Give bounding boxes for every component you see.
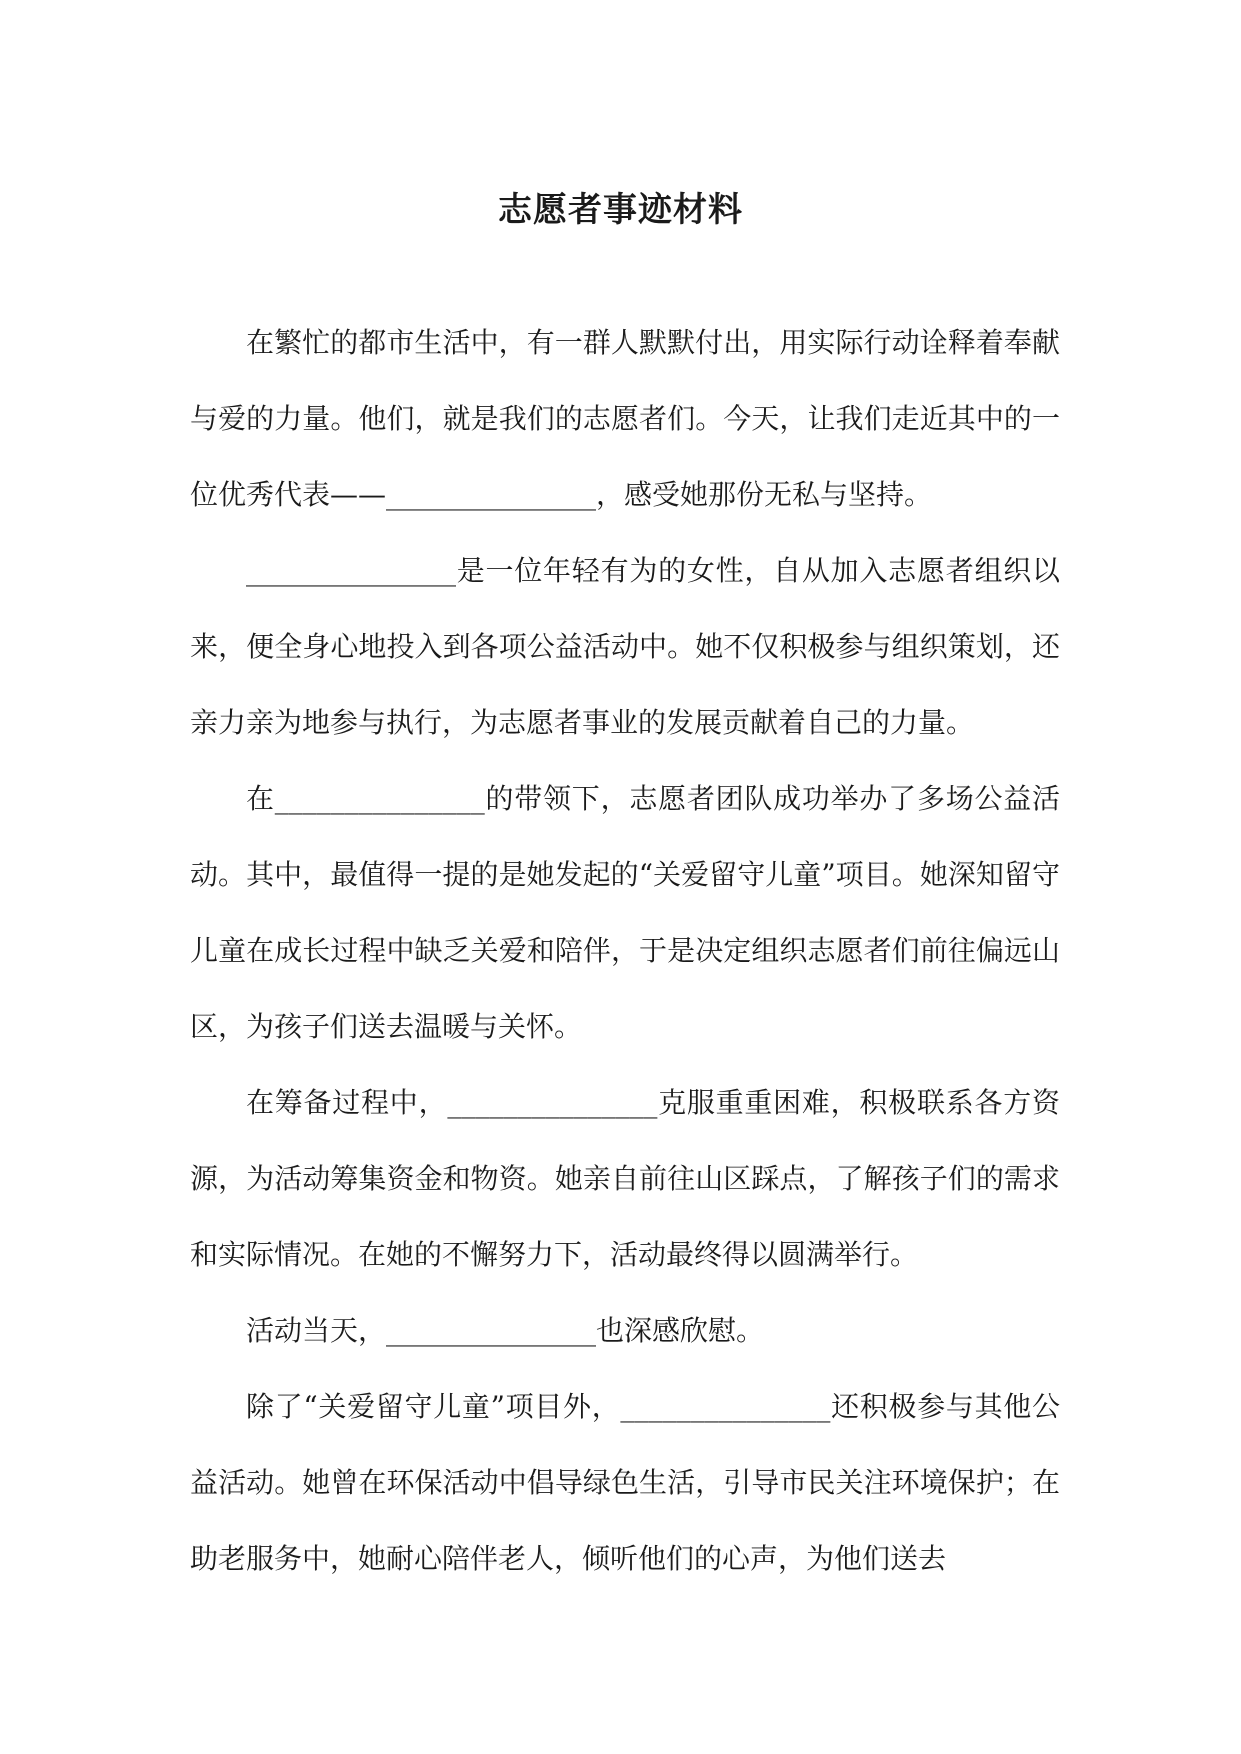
paragraph-3: 在_______________的带领下，志愿者团队成功举办了多场公益活动。其中，最值得一提的是她发起的“关爱留守儿童”项目。她深知留守儿童在成长过程中缺乏关爱和陪伴，于是决定组织志愿者们前往偏远山区，为孩子们送去温暖与关怀。 <box>190 782 1060 1043</box>
paragraph-1: 在繁忙的都市生活中，有一群人默默付出，用实际行动诠释着奉献与爱的力量。他们，就是我们的志愿者们。今天，让我们走近其中的一位优秀代表——_______________，感受她那份无私与坚持。 <box>190 326 1060 511</box>
paragraph-5: 活动当天，_______________也深感欣慰。 <box>246 1314 765 1347</box>
paragraph-2: _______________是一位年轻有为的女性，自从加入志愿者组织以来，便全身心地投入到各项公益活动中。她不仅积极参与组织策划，还亲力亲为地参与执行，为志愿者事业的发展贡献着自己的力量。 <box>190 554 1060 739</box>
document-title: 志愿者事迹材料 <box>498 190 743 230</box>
paragraph-6: 除了“关爱留守儿童”项目外，_______________还积极参与其他公益活动。她曾在环保活动中倡导绿色生活，引导市民关注环境保护；在助老服务中，她耐心陪伴老人，倾听他们的心声，为他们送去 <box>190 1390 1060 1575</box>
paragraph-4: 在筹备过程中，_______________克服重重困难，积极联系各方资源，为活动筹集资金和物资。她亲自前往山区踩点，了解孩子们的需求和实际情况。在她的不懈努力下，活动最终得以圆满举行。 <box>190 1086 1060 1271</box>
document-body <box>190 305 1060 1597</box>
